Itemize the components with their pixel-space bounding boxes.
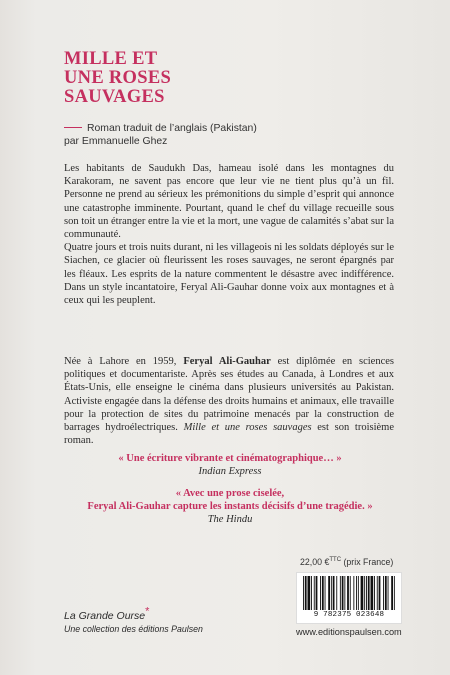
collection-star-icon: * [145,605,150,618]
barcode-bar [366,576,367,610]
quote-1-source: Indian Express [198,466,262,478]
title-line-2: UNE ROSES [64,68,172,88]
quote-2-text-line-1: « Avec une prose ciselée, [175,488,285,499]
press-quote-2 [40,487,420,527]
barcode-bar [385,576,387,610]
barcode-bar [388,576,389,610]
bio-book-title: Mille et une roses sauvages [183,422,312,434]
quote-2-text-line-2: Feryal Ali-Gauhar capture les instants décisifs d’une tragédie. » [87,501,373,513]
barcode-bar [303,576,304,610]
bio-author-name: Feryal Ali-Gauhar [183,356,271,367]
barcode-bar [374,576,375,610]
barcode-bar [340,576,341,610]
barcode-bar [358,576,359,610]
quote-2-source: The Hindu [207,514,253,526]
barcode-bar [320,576,321,610]
barcode-bar [305,576,307,610]
barcode-bar [350,576,351,610]
translation-credit [64,122,404,148]
bio-end: est son troisième roman. [64,422,394,447]
subtitle-line-2: par Emmanuelle Ghez [64,136,168,147]
collection-name: La Grande Ourse [64,610,146,622]
barcode-bar [325,576,326,610]
author-bio [64,355,394,447]
barcode-bar [356,576,357,610]
price-amount: 22,00 € [300,557,330,567]
book-title [64,50,171,107]
quote-1-text: « Une écriture vibrante et cinématographique… » [118,453,342,464]
barcode-bar [347,576,349,610]
barcode-bar [311,576,312,610]
press-quote-1 [50,452,410,478]
barcode-bar [336,576,337,610]
barcode-bar [342,576,344,610]
barcode-bars [301,576,397,610]
bio-start: Née à Lahore en 1959, [64,356,184,367]
barcode-bar [379,576,381,610]
collection-info [64,605,203,634]
barcode-bar [331,576,332,610]
barcode-bar [344,576,345,610]
publisher-website[interactable]: www.editionspaulsen.com [296,627,402,637]
barcode-bar [361,576,364,610]
barcode-bar [377,576,378,610]
title-line-1: MILLE ET [64,49,158,69]
barcode-bar [328,576,330,610]
barcode-bar [383,576,384,610]
price-label [300,557,393,567]
price-ttc: TTC [329,557,342,564]
barcode-bar [364,576,365,610]
price-note: (prix France) [343,557,394,567]
synopsis [64,162,394,307]
collection-tagline: Une collection des éditions Paulsen [64,624,203,634]
barcode-bar [394,576,395,610]
barcode-bar [308,576,311,610]
barcode-bar [371,576,374,610]
barcode [296,572,402,624]
synopsis-paragraph-2: Quatre jours et trois nuits durant, ni les villageois ni les soldats déployés sur le Siachen, ce glacier où fleurissent les roses sauvages, ne seront épargnés par les fléaux. Les esprits de la nature commentent le désastre avec indifférence. Dans un style incantatoire, Feryal Ali-Gauhar donne voix aux montagnes et à ceux qui les peuplent. [64,242,394,307]
barcode-bar [316,576,318,610]
synopsis-paragraph-1: Les habitants de Saudukh Das, hameau isolé dans les montagnes du Karakoram, ne savent pas encore que leur vie ne tient plus qu’à un fil. Personne ne prend au sérieux les prémonitions du simple d’esprit qui annonce une catastrophe imminente. Pourtant, quand le chef du village recueille sous son toit un étranger entre la vie et la mort, une vague de calamités s’abat sur la communauté. [64,163,394,241]
barcode-bar [333,576,335,610]
title-line-3: SAUVAGES [64,87,165,107]
barcode-digits: 9 782375 023648 [313,611,385,619]
bio-middle: est diplômée en sciences politiques et documentariste. Après ses études au Canada, à Londres et aux États-Unis, elle enseigne le cinéma dans plusieurs universités au Pakistan. Activiste engagée dans la défense des droits humains et animaux, elle travaille pour la protection de sites du patrimoine menacés par la construction de barrages hydroélectriques. [64,356,394,434]
barcode-bar [322,576,324,610]
barcode-bar [391,576,393,610]
subtitle-line-1: Roman traduit de l’anglais (Pakistan) [87,123,257,134]
accent-dash [64,127,82,128]
barcode-bar [368,576,370,610]
barcode-bar [314,576,315,610]
barcode-bar [353,576,354,610]
